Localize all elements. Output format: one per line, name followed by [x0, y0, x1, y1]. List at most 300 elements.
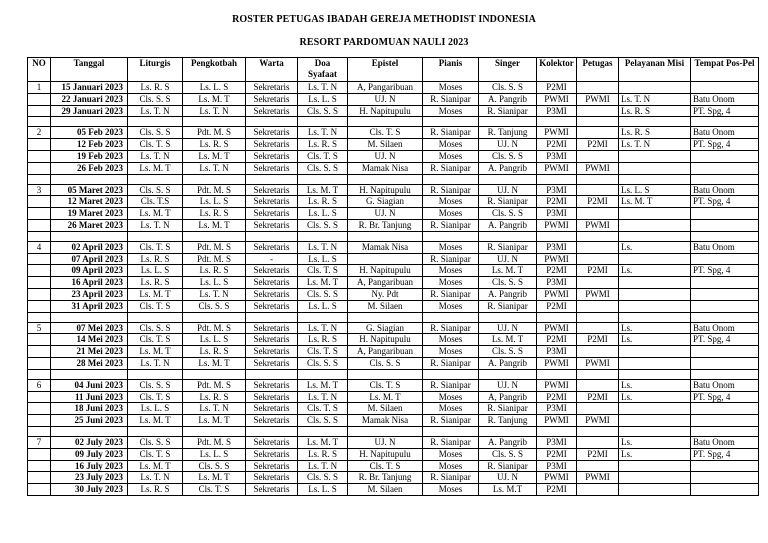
table-cell: Ls. [619, 322, 691, 334]
empty-cell [537, 231, 577, 241]
table-cell: Cls. T. S [128, 300, 183, 312]
table-cell: Moses [423, 265, 479, 277]
table-cell: Ls. [619, 334, 691, 346]
column-header: Petugas [577, 58, 619, 82]
table-cell: Ls. M. T [348, 391, 423, 403]
table-cell: Moses [423, 484, 479, 496]
date-cell: 21 Mei 2023 [51, 346, 128, 358]
table-cell: Ls. M. T [183, 219, 246, 231]
table-cell: H. Napitupulu [348, 448, 423, 460]
table-cell: Cls. T. S [128, 448, 183, 460]
table-cell: Sekretaris [246, 472, 298, 484]
date-cell: 26 Feb 2023 [51, 162, 128, 174]
empty-cell [619, 117, 691, 127]
empty-cell [348, 117, 423, 127]
table-cell: Cls. T. S [128, 241, 183, 253]
table-cell: Ls. T. N [298, 322, 348, 334]
table-cell [619, 415, 691, 427]
table-row [28, 139, 759, 151]
empty-cell [183, 312, 246, 322]
table-cell: Ls. T. N [619, 93, 691, 105]
row-number [28, 448, 51, 460]
table-cell: H. Napitupulu [348, 334, 423, 346]
empty-cell [348, 231, 423, 241]
empty-cell [619, 174, 691, 184]
table-cell: Cls. S. S [479, 82, 537, 94]
table-cell [577, 150, 619, 162]
table-cell: A. Pangrib [479, 93, 537, 105]
table-cell: PWMI [577, 162, 619, 174]
empty-cell [128, 369, 183, 379]
date-cell: 26 Maret 2023 [51, 219, 128, 231]
empty-cell [537, 312, 577, 322]
table-cell: Ls. M. T [298, 379, 348, 391]
table-cell: Cls. S. S [298, 219, 348, 231]
table-cell: Ls. R. S [128, 484, 183, 496]
table-cell: Moses [423, 241, 479, 253]
table-cell: Cls. S. S [183, 300, 246, 312]
table-row [28, 196, 759, 208]
table-cell: M. Silaen [348, 403, 423, 415]
table-cell: Ls. [619, 436, 691, 448]
table-cell: Batu Onom [691, 241, 759, 253]
table-cell: Ls. L. S [298, 208, 348, 220]
table-cell: P3MI [537, 241, 577, 253]
table-cell: P2MI [537, 484, 577, 496]
empty-cell [128, 231, 183, 241]
empty-cell [183, 174, 246, 184]
empty-cell [479, 117, 537, 127]
table-cell: Ls. M. T [128, 460, 183, 472]
table-cell [691, 277, 759, 289]
table-cell [348, 253, 423, 265]
row-number: 5 [28, 322, 51, 334]
table-cell: PWMI [577, 219, 619, 231]
table-cell: Cls. T. S [128, 139, 183, 151]
table-row [28, 346, 759, 358]
table-cell [577, 127, 619, 139]
empty-cell [619, 231, 691, 241]
table-cell: Cls. S. S [298, 288, 348, 300]
date-cell: 02 July 2023 [51, 436, 128, 448]
table-cell: Sekretaris [246, 288, 298, 300]
table-cell: Moses [423, 448, 479, 460]
empty-cell [28, 174, 51, 184]
table-header-row [28, 58, 759, 82]
table-cell: UJ. N [479, 472, 537, 484]
table-cell: Ls. M. T [128, 162, 183, 174]
table-cell: Moses [423, 403, 479, 415]
table-cell: R. Sianipar [423, 379, 479, 391]
table-cell: P2MI [577, 196, 619, 208]
table-cell: Ls. T. N [298, 82, 348, 94]
empty-cell [298, 174, 348, 184]
table-cell: PT. Spg, 4 [691, 391, 759, 403]
date-cell: 23 April 2023 [51, 288, 128, 300]
table-cell: Cls. S. S [128, 379, 183, 391]
table-cell: Moses [423, 105, 479, 117]
table-cell: Ls. T. N [619, 139, 691, 151]
empty-cell [691, 117, 759, 127]
table-cell: H. Napitupulu [348, 265, 423, 277]
table-cell: Ls. T. N [298, 460, 348, 472]
empty-cell [577, 117, 619, 127]
empty-cell [246, 426, 298, 436]
table-row [28, 184, 759, 196]
table-cell: Cls. S. S [128, 93, 183, 105]
empty-cell [537, 426, 577, 436]
table-cell: Ls. R. S [183, 139, 246, 151]
row-number [28, 139, 51, 151]
date-cell: 19 Feb 2023 [51, 150, 128, 162]
table-cell: Ls. R. S [128, 82, 183, 94]
table-cell: Cls. T. S [128, 391, 183, 403]
table-row [28, 150, 759, 162]
empty-cell [183, 117, 246, 127]
empty-cell [348, 426, 423, 436]
date-cell: 12 Maret 2023 [51, 196, 128, 208]
table-row [28, 300, 759, 312]
empty-cell [51, 231, 128, 241]
table-row [28, 162, 759, 174]
table-cell: Ls. L. S [183, 448, 246, 460]
table-cell: Sekretaris [246, 127, 298, 139]
date-cell: 23 July 2023 [51, 472, 128, 484]
table-cell: P3MI [537, 150, 577, 162]
table-cell: Ls. R. S [128, 253, 183, 265]
column-header: Warta [246, 58, 298, 82]
row-number [28, 391, 51, 403]
column-header: Pengkotbah [183, 58, 246, 82]
table-row [28, 334, 759, 346]
table-row [28, 472, 759, 484]
table-cell [577, 82, 619, 94]
date-cell: 02 April 2023 [51, 241, 128, 253]
empty-cell [619, 369, 691, 379]
table-cell: Ls. T. N [183, 403, 246, 415]
empty-cell [537, 174, 577, 184]
empty-cell [298, 369, 348, 379]
table-cell [691, 403, 759, 415]
table-cell [691, 484, 759, 496]
table-cell: Ls. T. N [128, 150, 183, 162]
table-cell: PWMI [537, 219, 577, 231]
table-cell: Cls. T. S [298, 403, 348, 415]
table-cell: PWMI [577, 357, 619, 369]
table-cell: PT. Spg, 4 [691, 265, 759, 277]
table-cell: PWMI [537, 472, 577, 484]
table-row [28, 82, 759, 94]
table-cell: H. Napitupulu [348, 184, 423, 196]
table-cell: Ls. M. T [479, 265, 537, 277]
row-number [28, 277, 51, 289]
date-cell: 16 July 2023 [51, 460, 128, 472]
table-cell: Moses [423, 391, 479, 403]
table-cell: Cls. S. S [479, 208, 537, 220]
table-cell [691, 253, 759, 265]
empty-cell [246, 231, 298, 241]
table-cell: PWMI [577, 415, 619, 427]
empty-cell [537, 369, 577, 379]
table-cell: Ls. [619, 379, 691, 391]
table-cell [619, 484, 691, 496]
table-cell: P2MI [537, 196, 577, 208]
table-row [28, 403, 759, 415]
blank-row [28, 312, 759, 322]
table-cell [691, 288, 759, 300]
table-cell [577, 436, 619, 448]
row-number [28, 208, 51, 220]
empty-cell [246, 312, 298, 322]
table-cell [577, 300, 619, 312]
column-header: Pelayanan Misi [619, 58, 691, 82]
table-cell: R. Sianipar [479, 300, 537, 312]
empty-cell [479, 231, 537, 241]
table-cell: Ls. T. N [128, 357, 183, 369]
table-cell [619, 277, 691, 289]
table-cell: Sekretaris [246, 277, 298, 289]
empty-cell [246, 369, 298, 379]
table-cell [577, 241, 619, 253]
empty-cell [537, 117, 577, 127]
table-row [28, 436, 759, 448]
table-cell: Sekretaris [246, 196, 298, 208]
table-cell: Moses [423, 300, 479, 312]
table-row [28, 219, 759, 231]
table-cell [619, 162, 691, 174]
document-title: ROSTER PETUGAS IBADAH GEREJA METHODIST INDONESIA [232, 14, 536, 25]
date-cell: 05 Maret 2023 [51, 184, 128, 196]
table-cell: M. Silaen [348, 484, 423, 496]
table-cell: PWMI [577, 288, 619, 300]
table-cell: R. Sianipar [423, 322, 479, 334]
row-number [28, 357, 51, 369]
table-cell: R. Tanjung [479, 415, 537, 427]
table-cell: Ls. R. S [183, 346, 246, 358]
table-cell: Cls. S. S [128, 184, 183, 196]
date-cell: 30 July 2023 [51, 484, 128, 496]
table-cell: PWMI [537, 322, 577, 334]
table-cell: Cls. S. S [298, 357, 348, 369]
table-cell: R. Sianipar [423, 93, 479, 105]
empty-cell [691, 369, 759, 379]
date-cell: 07 Mei 2023 [51, 322, 128, 334]
empty-cell [28, 426, 51, 436]
table-cell: P3MI [537, 208, 577, 220]
table-cell: P2MI [537, 82, 577, 94]
empty-cell [51, 369, 128, 379]
table-cell: Ls. M. T [183, 415, 246, 427]
table-cell: M. Silaen [348, 300, 423, 312]
table-cell: Mamak Nisa [348, 415, 423, 427]
table-cell [577, 322, 619, 334]
empty-cell [28, 117, 51, 127]
table-cell: Sekretaris [246, 162, 298, 174]
empty-cell [128, 426, 183, 436]
table-cell: Ls. [619, 391, 691, 403]
table-cell [619, 253, 691, 265]
row-number [28, 288, 51, 300]
table-cell: Cls. T. S [348, 379, 423, 391]
table-cell [577, 346, 619, 358]
table-cell [691, 460, 759, 472]
table-cell: Moses [423, 334, 479, 346]
table-cell: R. Br. Tanjung [348, 472, 423, 484]
table-cell [691, 150, 759, 162]
table-cell: Sekretaris [246, 300, 298, 312]
table-cell: PWMI [537, 127, 577, 139]
table-cell: Cls. T. S [183, 484, 246, 496]
table-cell: Sekretaris [246, 184, 298, 196]
table-cell: R. Tanjung [479, 127, 537, 139]
table-cell: Cls. S. S [479, 150, 537, 162]
empty-cell [479, 369, 537, 379]
table-cell: Moses [423, 208, 479, 220]
table-cell: Sekretaris [246, 357, 298, 369]
table-cell: Sekretaris [246, 484, 298, 496]
empty-cell [51, 117, 128, 127]
table-cell: Cls. S. S [298, 162, 348, 174]
table-cell: A. Pangrib [479, 288, 537, 300]
table-cell: R. Sianipar [423, 436, 479, 448]
table-cell: Ls. T. N [183, 105, 246, 117]
column-header: Epistel [348, 58, 423, 82]
date-cell: 22 Januari 2023 [51, 93, 128, 105]
table-cell: Ls. T. N [128, 105, 183, 117]
empty-cell [423, 312, 479, 322]
table-cell: Pdt. M. S [183, 379, 246, 391]
blank-row [28, 426, 759, 436]
row-number: 2 [28, 127, 51, 139]
table-cell: Batu Onom [691, 379, 759, 391]
blank-row [28, 117, 759, 127]
empty-cell [479, 174, 537, 184]
column-header: Liturgis [128, 58, 183, 82]
table-cell: P2MI [537, 391, 577, 403]
table-cell: Sekretaris [246, 208, 298, 220]
table-cell: PWMI [537, 415, 577, 427]
table-cell: Ls. R. S [619, 127, 691, 139]
table-row [28, 127, 759, 139]
empty-cell [298, 231, 348, 241]
table-cell: UJ. N [348, 93, 423, 105]
table-cell: Sekretaris [246, 82, 298, 94]
table-cell: P3MI [537, 460, 577, 472]
table-cell: UJ. N [348, 436, 423, 448]
table-cell: R. Br. Tanjung [348, 219, 423, 231]
table-cell: A. Pangrib [479, 357, 537, 369]
table-cell: P2MI [577, 391, 619, 403]
empty-cell [28, 231, 51, 241]
table-cell: Ls. L. S [298, 300, 348, 312]
empty-cell [691, 231, 759, 241]
date-cell: 07 April 2023 [51, 253, 128, 265]
table-cell: Cls. T. S [348, 460, 423, 472]
table-row [28, 105, 759, 117]
table-cell: Ls. L. S [183, 82, 246, 94]
table-cell [619, 219, 691, 231]
row-number [28, 415, 51, 427]
table-cell: P2MI [537, 139, 577, 151]
column-header: Tanggal [51, 58, 128, 82]
table-cell: R. Sianipar [423, 288, 479, 300]
column-header: Pianis [423, 58, 479, 82]
column-header: Kolektor [537, 58, 577, 82]
table-cell: Ls. M. T [183, 150, 246, 162]
table-cell: Ny. Pdt [348, 288, 423, 300]
row-number [28, 265, 51, 277]
table-cell: Cls. S. S [348, 357, 423, 369]
empty-cell [128, 174, 183, 184]
table-row [28, 357, 759, 369]
table-cell: - [246, 253, 298, 265]
table-row [28, 208, 759, 220]
table-cell [691, 219, 759, 231]
table-cell: Cls. S. S [128, 322, 183, 334]
date-cell: 04 Juni 2023 [51, 379, 128, 391]
table-cell: Moses [423, 82, 479, 94]
table-cell: R. Sianipar [423, 357, 479, 369]
empty-cell [298, 312, 348, 322]
table-cell: PT. Spg, 4 [691, 105, 759, 117]
table-cell: R. Sianipar [423, 472, 479, 484]
table-cell [619, 82, 691, 94]
row-number [28, 196, 51, 208]
table-cell: Ls. L. S [128, 265, 183, 277]
table-cell: PWMI [537, 162, 577, 174]
table-cell [691, 82, 759, 94]
table-cell: PWMI [537, 93, 577, 105]
table-cell [691, 162, 759, 174]
table-cell: Ls. M. T [298, 277, 348, 289]
table-cell [577, 208, 619, 220]
row-number [28, 105, 51, 117]
table-row [28, 391, 759, 403]
table-cell: Ls. L. S [183, 334, 246, 346]
table-cell: Sekretaris [246, 403, 298, 415]
row-number [28, 472, 51, 484]
table-cell: Ls. T. N [128, 219, 183, 231]
table-cell: Ls. R. S [298, 196, 348, 208]
table-cell: Ls. M. T [183, 472, 246, 484]
table-cell: Moses [423, 460, 479, 472]
row-number: 3 [28, 184, 51, 196]
column-header: Singer [479, 58, 537, 82]
empty-cell [577, 369, 619, 379]
table-cell: Mamak Nisa [348, 241, 423, 253]
empty-cell [183, 426, 246, 436]
table-cell: Ls. L. S [183, 277, 246, 289]
column-header: Tempat Pos-Pel [691, 58, 759, 82]
table-cell: Pdt. M. S [183, 253, 246, 265]
date-cell: 25 Juni 2023 [51, 415, 128, 427]
empty-cell [691, 174, 759, 184]
row-number: 7 [28, 436, 51, 448]
table-cell: PWMI [537, 253, 577, 265]
table-cell [577, 184, 619, 196]
table-cell: Ls. T. N [298, 391, 348, 403]
table-cell: P2MI [577, 334, 619, 346]
table-cell: PT. Spg, 4 [691, 448, 759, 460]
table-cell: R. Sianipar [479, 460, 537, 472]
table-cell: G. Siagian [348, 322, 423, 334]
empty-cell [246, 117, 298, 127]
date-cell: 16 April 2023 [51, 277, 128, 289]
table-cell [691, 346, 759, 358]
table-cell: R. Sianipar [423, 127, 479, 139]
table-cell: Sekretaris [246, 105, 298, 117]
table-cell [577, 379, 619, 391]
